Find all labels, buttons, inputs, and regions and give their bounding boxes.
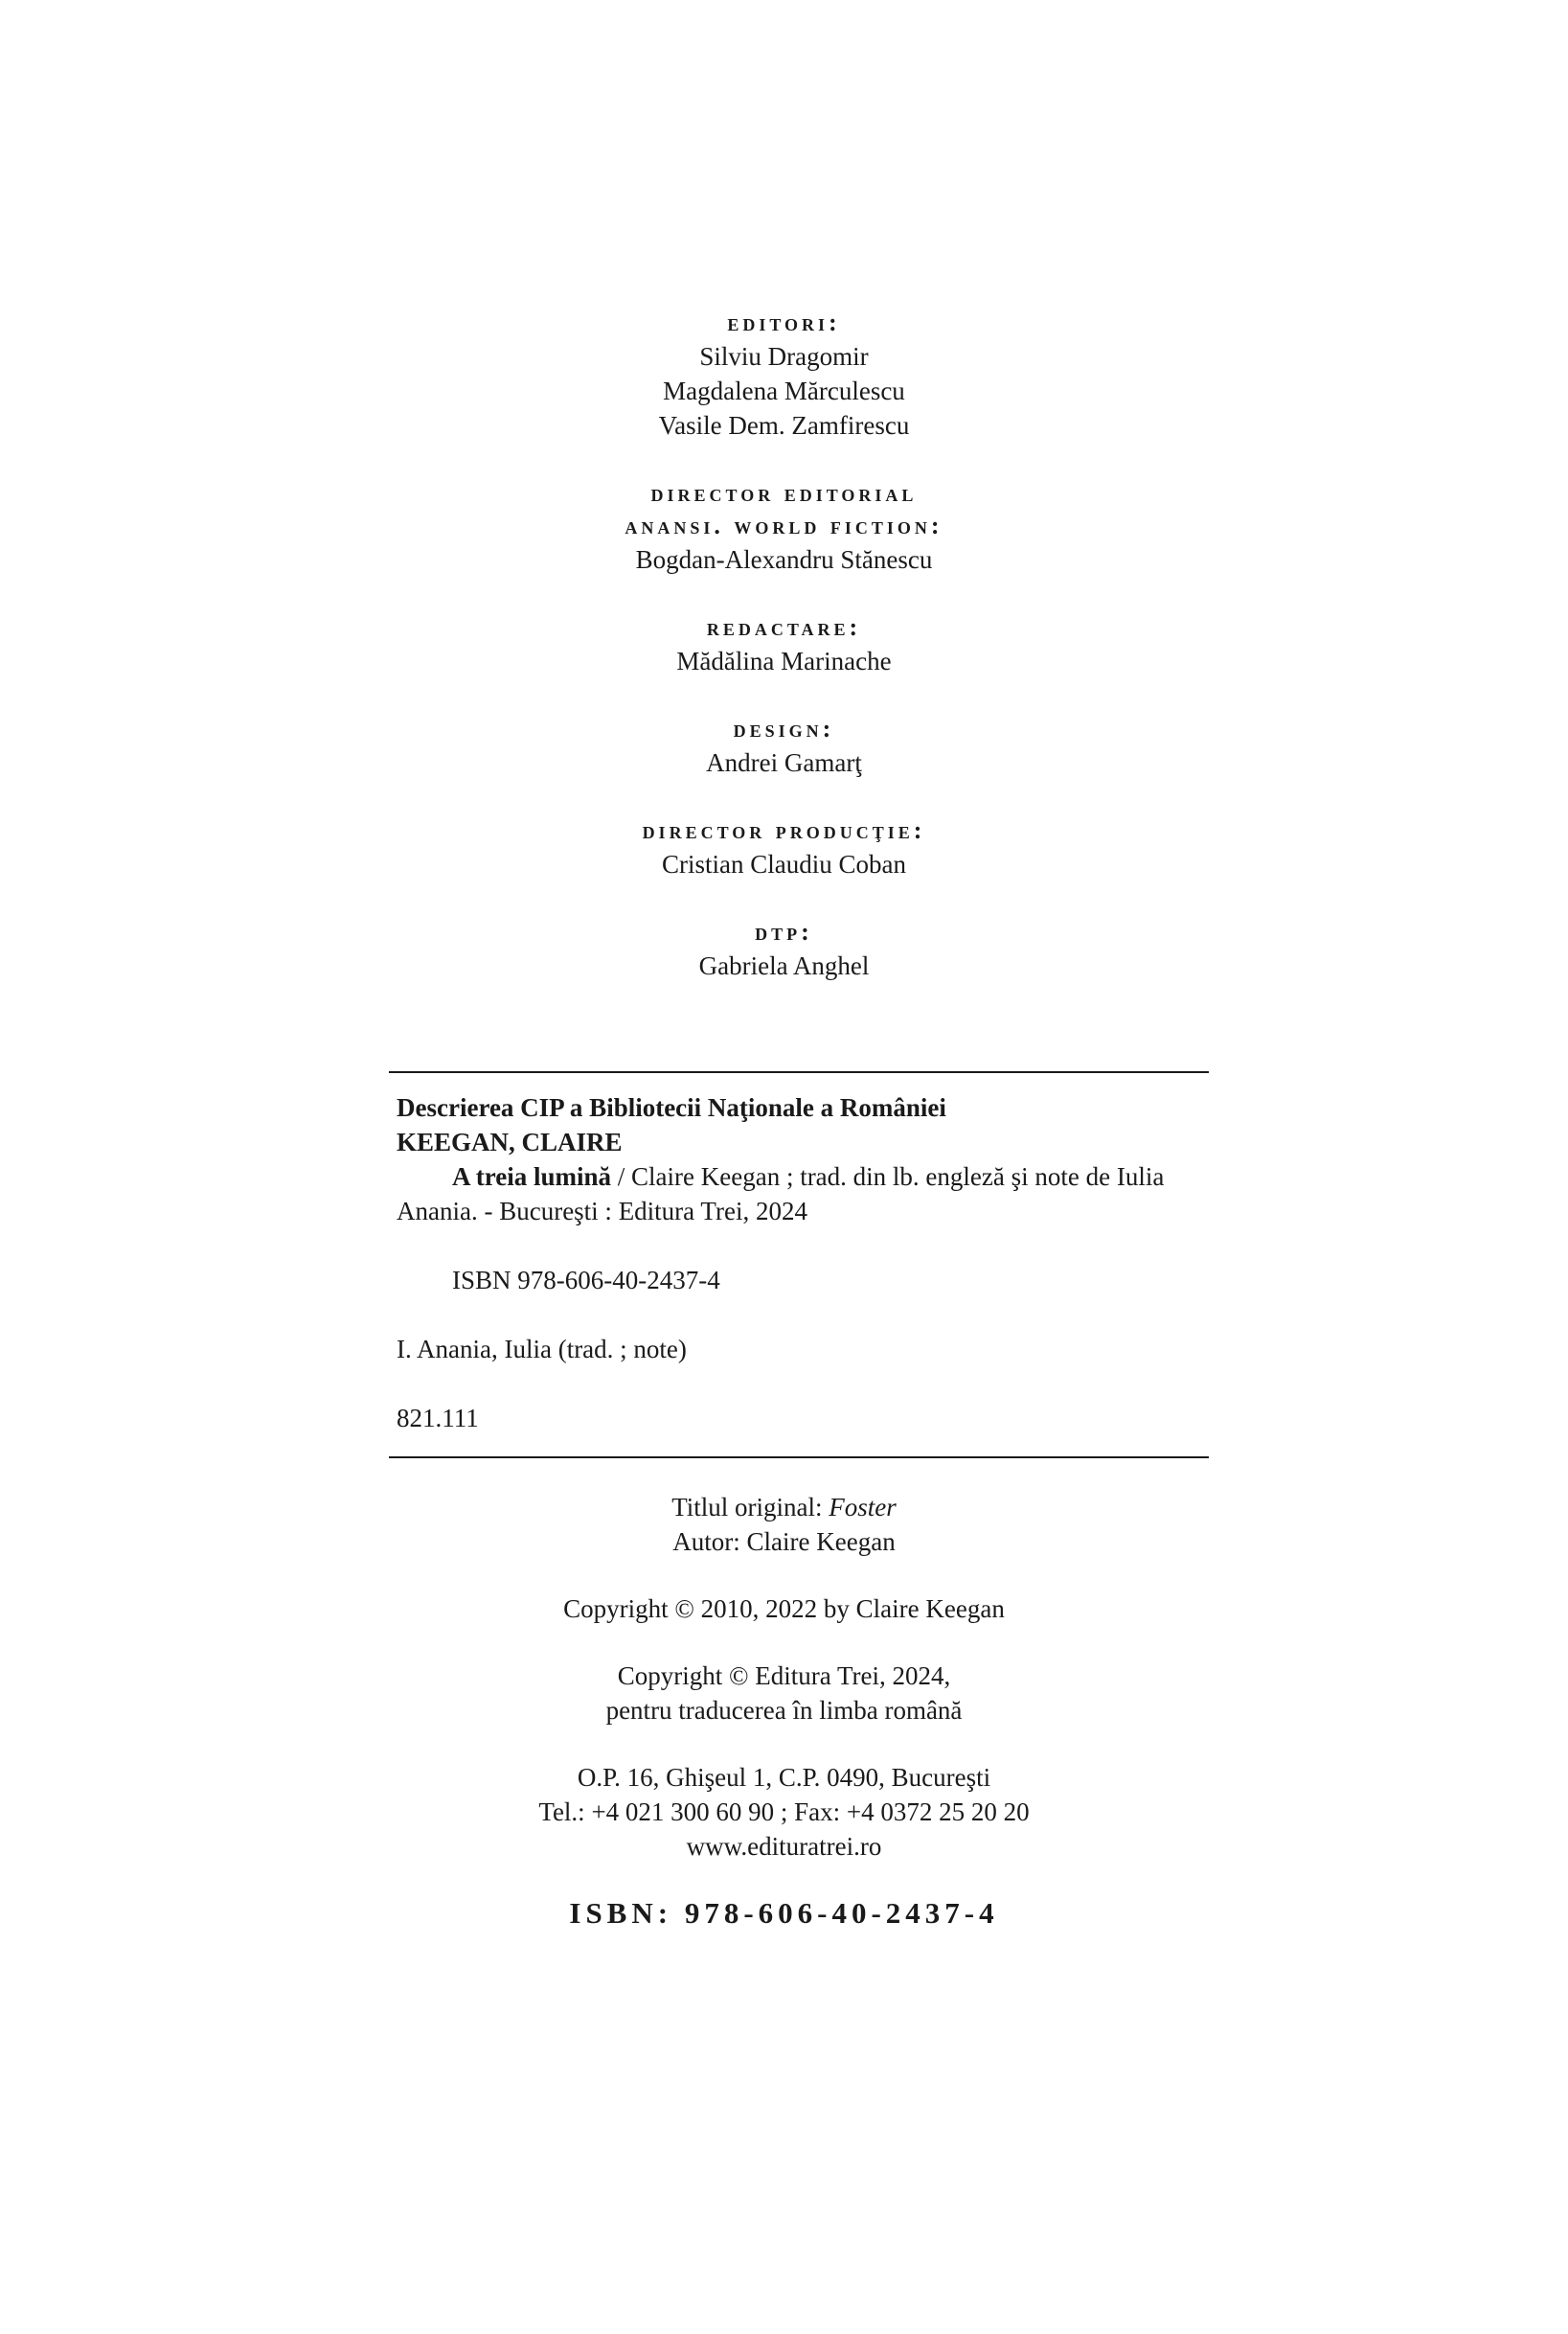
credit-heading: anansi. world fiction: bbox=[625, 512, 943, 539]
website-link: www.edituratrei.ro bbox=[686, 1832, 882, 1861]
rights-section bbox=[0, 1490, 1568, 1931]
credit-block-editing bbox=[0, 611, 1568, 678]
phone-fax: Tel.: +4 021 300 60 90 ; Fax: +4 0372 25 20 20 bbox=[538, 1797, 1030, 1826]
original-title-group bbox=[0, 1490, 1568, 1559]
credit-block-dtp bbox=[0, 916, 1568, 983]
copyright-publisher: Copyright © Editura Trei, 2024, bbox=[617, 1661, 951, 1690]
credit-name: Silviu Dragomir bbox=[699, 342, 869, 371]
credit-heading: director editorial bbox=[650, 479, 918, 507]
cip-isbn: ISBN 978-606-40-2437-4 bbox=[452, 1266, 720, 1294]
author-line: Autor: Claire Keegan bbox=[672, 1527, 896, 1556]
credit-block-design bbox=[0, 713, 1568, 780]
credit-name: Cristian Claudiu Coban bbox=[662, 850, 906, 879]
original-title-label: Titlul original: bbox=[671, 1493, 829, 1522]
cip-description bbox=[397, 1159, 1203, 1228]
cip-contributor: I. Anania, Iulia (trad. ; note) bbox=[397, 1335, 687, 1363]
credit-name: Vasile Dem. Zamfirescu bbox=[658, 411, 910, 440]
credit-name: Mădălina Marinache bbox=[676, 647, 892, 675]
cip-author: KEEGAN, CLAIRE bbox=[397, 1128, 623, 1156]
copyright-publisher-group bbox=[0, 1659, 1568, 1728]
credit-name: Gabriela Anghel bbox=[698, 951, 870, 980]
cip-description-text: / Claire Keegan ; trad. din lb. engleză şi note de Iulia Anania. - Bucureşti : Editura Trei, 2024 bbox=[397, 1162, 1165, 1225]
contact-group bbox=[0, 1760, 1568, 1864]
credit-name: Andrei Gamarţ bbox=[706, 748, 862, 777]
cip-title: A treia lumină bbox=[452, 1162, 612, 1191]
credit-heading: editori: bbox=[727, 309, 841, 336]
credit-heading: design: bbox=[733, 715, 835, 743]
credit-heading: director producţie: bbox=[642, 816, 926, 844]
credit-name: Magdalena Mărculescu bbox=[663, 377, 905, 405]
credit-name: Bogdan-Alexandru Stănescu bbox=[635, 545, 933, 574]
cip-classification: 821.111 bbox=[397, 1404, 479, 1432]
copyright-publisher-note: pentru traducerea în limba română bbox=[605, 1696, 963, 1725]
original-title-line bbox=[0, 1490, 1568, 1524]
address: O.P. 16, Ghişeul 1, C.P. 0490, Bucureşti bbox=[577, 1763, 991, 1792]
credits-section bbox=[0, 307, 1568, 1018]
cip-heading: Descrierea CIP a Bibliotecii Naţionale a României bbox=[397, 1093, 946, 1122]
credit-block-editorial-director bbox=[0, 477, 1568, 577]
credit-block-editors bbox=[0, 307, 1568, 443]
credit-heading: redactare: bbox=[706, 613, 862, 641]
credit-block-production-director bbox=[0, 814, 1568, 881]
original-title: Foster bbox=[829, 1493, 897, 1522]
credit-heading: dtp: bbox=[755, 918, 813, 946]
cip-record bbox=[389, 1071, 1209, 1458]
isbn: ISBN: 978-606-40-2437-4 bbox=[569, 1896, 999, 1930]
copyright-author: Copyright © 2010, 2022 by Claire Keegan bbox=[563, 1594, 1005, 1623]
